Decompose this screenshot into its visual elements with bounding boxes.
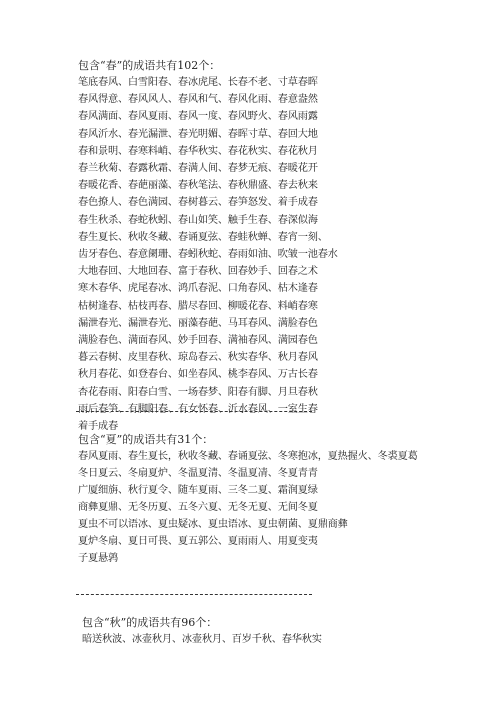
text-line: 广厦细旃、秋行夏令、随车夏雨、三冬二夏、霜润夏绿 <box>78 485 318 496</box>
text-line: 春风沂水、春光漏泄、春光明媚、春晖寸草、春回大地 <box>78 128 318 140</box>
text-line: 雨后春笋、有脚阳春、有女怀春、沂水春风、一室生春 <box>78 403 318 415</box>
section-heading: 包含“秋”的成语共有96个： <box>82 616 218 629</box>
text-line: 夏虫不可以语冰、夏虫疑冰、夏虫语冰、夏虫朝菌、夏鼎商彝 <box>78 519 348 530</box>
section-autumn-idioms <box>82 615 382 648</box>
text-line: 春生秋杀、春蛇秋蚓、春山如笑、触手生春、春深似海 <box>78 214 318 226</box>
text-line: 春暖花香、春葩丽藻、春秋笔法、春秋鼎盛、春去秋来 <box>78 180 318 192</box>
text-line: 寒木春华、虎尾春冰、鸿爪春泥、口角春风、枯木逢春 <box>78 283 318 295</box>
text-line: 大地春回、大地回春、富于春秋、回春妙手、回春之术 <box>78 266 318 278</box>
text-line: 商彝夏鼎、无冬历夏、五冬六夏、无冬无夏、无间冬夏 <box>78 502 318 513</box>
text-line: 子夏悬鹑 <box>78 553 118 564</box>
text-line: 暮云春树、皮里春秋、琼岛春云、秋实春华、秋月春风 <box>78 352 318 364</box>
section-spring-idioms <box>78 58 378 435</box>
text-line: 冬日夏云、冬扇夏炉、冬温夏清、冬温夏凊、冬夏青青 <box>78 468 318 479</box>
section-divider <box>76 411 312 412</box>
section-summer-idioms <box>78 432 418 567</box>
section-divider <box>76 594 312 595</box>
section-heading: 包含“春”的成语共有102个： <box>78 59 221 72</box>
text-line: 枯树逢春、枯枝再春、腊尽春回、柳暖花春、料峭春寒 <box>78 300 318 312</box>
text-line: 春风满面、春风夏雨、春风一度、春风野火、春风雨露 <box>78 111 318 123</box>
text-line: 春风夏雨、春生夏长，秋收冬藏、春诵夏弦、冬寒抱冰，夏热握火、冬裘夏葛 <box>78 451 418 462</box>
text-line: 笔底春风、白雪阳春、春冰虎尾、长春不老、寸草春晖 <box>78 77 318 88</box>
text-line: 春生夏长、秋收冬藏、春诵夏弦、春蛙秋蝉、春宵一刻、 <box>78 231 328 243</box>
text-line: 满脸春色、满面春风、妙手回春、满袖春风、满园春色 <box>78 335 318 347</box>
text-line: 夏炉冬扇、夏日可畏、夏五郭公、夏雨雨人、用夏变夷 <box>78 536 318 547</box>
section-heading: 包含“夏”的成语共有31个： <box>78 433 214 446</box>
text-line: 齿牙春色、春意阑珊、春蚓秋蛇、春雨如油、吹皱一池春水 <box>78 249 338 261</box>
text-line: 着手成春 <box>78 421 118 433</box>
text-line: 暗送秋波、冰壶秋月、冰壶秋月、百岁千秋、春华秋实 <box>82 634 322 645</box>
text-line: 春色撩人、春色满园、春树暮云、春笋怒发、着手成春 <box>78 197 318 209</box>
text-line: 漏泄春光、漏泄春光、丽藻春葩、马耳春风、满脸春色 <box>78 317 318 329</box>
text-line: 春风得意、春风风人、春风和气、春风化雨、春意盎然 <box>78 94 318 106</box>
text-line: 秋月春花、如登春台、如坐春风、桃李春风、万古长春 <box>78 369 318 381</box>
text-line: 春和景明、春寒料峭、春华秋实、春花秋实、春花秋月 <box>78 145 318 157</box>
text-line: 杏花春雨、阳春白雪、一场春梦、阳春有脚、月旦春秋 <box>78 386 318 398</box>
text-line: 春兰秋菊、春露秋霜、春满人间、春梦无痕、春暖花开 <box>78 163 318 175</box>
